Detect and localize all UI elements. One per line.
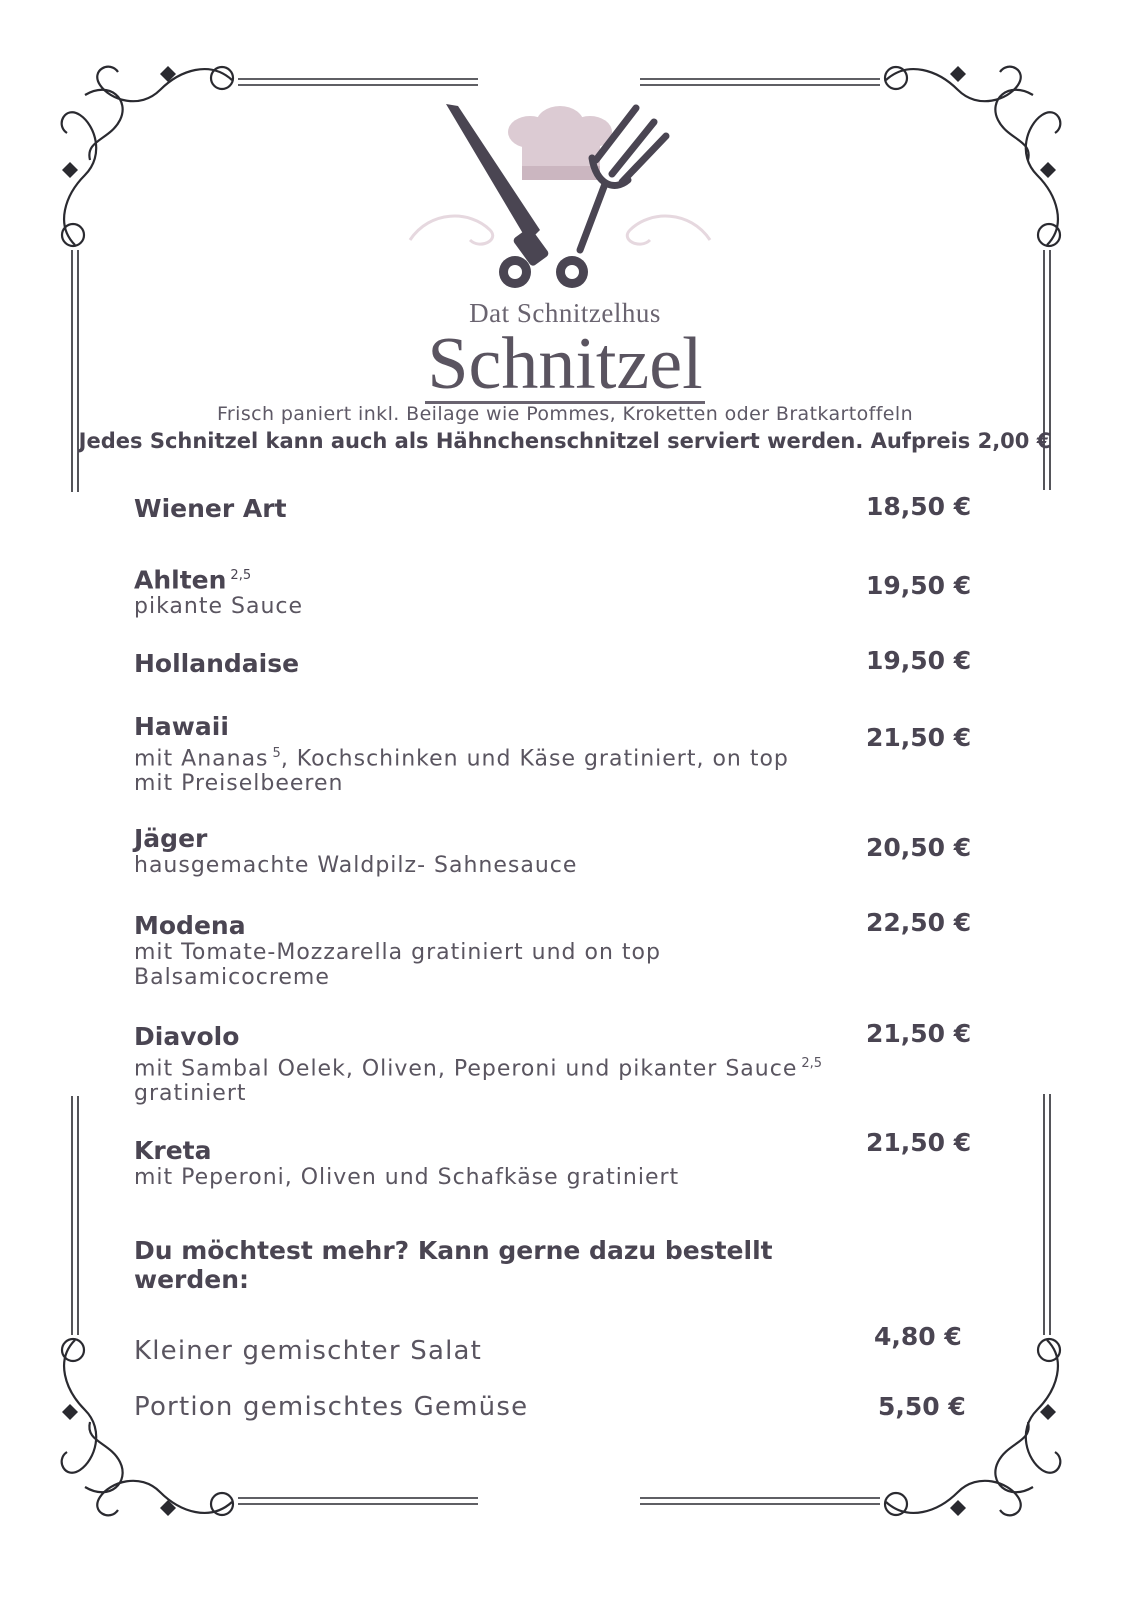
menu-item-description-rest: gratiniert [134, 1081, 247, 1107]
menu-item-name: Wiener Art [134, 494, 287, 523]
menu-item-price: 20,50 € [866, 833, 972, 862]
menu-item-description: pikante Sauce [134, 594, 304, 620]
menu-item-description: mit Tomate-Mozzarella gratiniert und on top Balsamicocreme [134, 940, 661, 990]
menu-item [134, 1137, 994, 1190]
menu-item-description: hausgemachte Waldpilz- Sahnesauce [134, 853, 578, 878]
brand-subtitle: Dat Schnitzelhus [469, 298, 661, 328]
allergen-note: 5 [272, 746, 281, 761]
menu-item [134, 825, 994, 878]
upgrade-note: Jedes Schnitzel kann auch als Hähnchenschnitzel serviert werden. Aufpreis 2,00 € [78, 429, 1052, 453]
menu-item-name: Hollandaise [134, 649, 300, 678]
menu-item [134, 495, 994, 523]
menu-item-description-rest: , Kochschinken und Käse gratiniert, on top mit Preiselbeeren [134, 746, 789, 797]
menu-item-name: Jäger [134, 824, 208, 853]
extra-item-name: Portion gemischtes Gemüse [134, 1392, 529, 1422]
allergen-note: 2,5 [230, 568, 252, 583]
fork-handle-icon [556, 256, 588, 288]
menu-item-name: Hawaii [134, 712, 229, 741]
menu-item-price: 19,50 € [866, 646, 972, 675]
menu-item [134, 650, 994, 678]
swirl-decoration-icon [410, 216, 710, 244]
menu-item-price: 21,50 € [866, 1128, 972, 1157]
extras-heading: Du möchtest mehr? Kann gerne dazu bestellt werden: [134, 1236, 773, 1294]
menu-item-name: Kreta [134, 1136, 212, 1165]
menu-item-description: mit Peperoni, Oliven und Schafkäse gratiniert [134, 1165, 680, 1190]
menu-item-price: 21,50 € [866, 723, 972, 752]
restaurant-logo [400, 100, 720, 300]
menu-item [134, 562, 994, 619]
menu-item-name: Modena [134, 911, 246, 940]
menu-item-price: 19,50 € [866, 571, 972, 600]
menu-item-price: 22,50 € [866, 908, 972, 937]
menu-item-price: 18,50 € [866, 492, 972, 521]
menu-item [134, 713, 824, 796]
menu-item-name: Diavolo [134, 1022, 240, 1051]
page-title [70, 322, 1060, 407]
menu-item-description: mit Sambal Oelek, Oliven, Peperoni und pikanter Sauce [134, 1056, 798, 1082]
extra-item-price: 4,80 € [874, 1322, 962, 1351]
menu-item [134, 912, 734, 990]
menu-item-name: Ahlten [134, 565, 227, 595]
page-title-text: Schnitzel [427, 323, 703, 405]
menu-item-description: mit Ananas [134, 746, 269, 772]
menu-item-price: 21,50 € [866, 1019, 972, 1048]
extra-item-price: 5,50 € [878, 1392, 966, 1421]
allergen-note: 2,5 [801, 1056, 823, 1071]
menu-item [134, 1023, 854, 1106]
extra-item-name: Kleiner gemischter Salat [134, 1336, 483, 1366]
intro-text: Frisch paniert inkl. Beilage wie Pommes, Kroketten oder Bratkartoffeln [216, 403, 914, 425]
